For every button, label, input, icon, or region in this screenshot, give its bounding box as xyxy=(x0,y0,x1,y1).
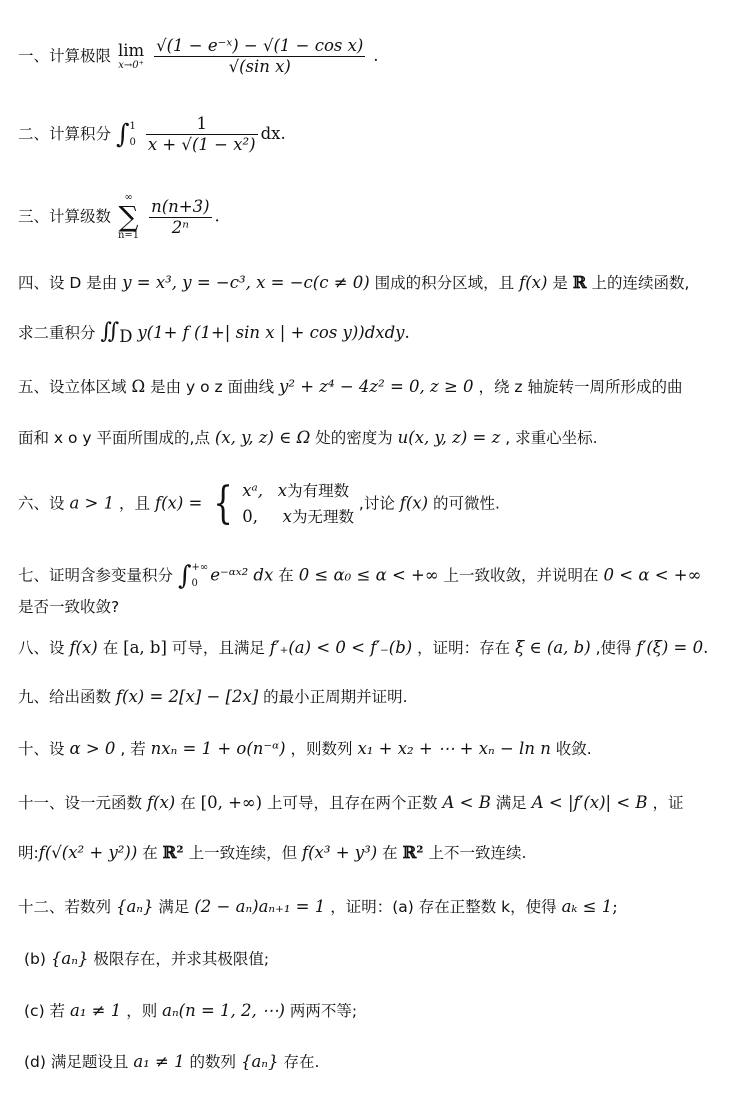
left-brace: { xyxy=(213,478,234,529)
sum-operator: ∞ ∑ n=1 xyxy=(117,192,140,241)
fraction-numerator: 1 xyxy=(146,114,258,135)
real-numbers-symbol: ℝ xyxy=(572,273,587,292)
problem-1: 一、计算极限 lim x→0⁺ $\frac{\text{√(1 − e⁻ˣ) − √(1 − cos x)}}{\text{√(sin x)}}$ . xyxy=(18,36,379,76)
integral-sign: ∫ xyxy=(115,119,130,150)
curve-equation: y² + z⁴ − 4z² = 0, z ≥ 0 xyxy=(279,377,474,396)
fraction-denominator: x + √(1 − x²) xyxy=(147,135,256,154)
problem-4-line-1: 四、设 D 是由 y = x³, y = −c³, x = −c(c ≠ 0) 围成的积分区域，且 f(x) 是 ℝ 上的连续函数, xyxy=(18,273,690,292)
problem-3-label: 三、计算级数 xyxy=(18,207,112,226)
integrand: e⁻ᵅˣ² dx xyxy=(210,565,274,585)
problem-12-part-d: (d) 满足题设且 a₁ ≠ 1 的数列 {aₙ} 存在. xyxy=(24,1052,320,1071)
problem-10: 十、设 α > 0 , 若 nxₙ = 1 + o(n⁻ᵅ) ，则数列 x₁ + x₂ + ⋯ + xₙ − ln n 收敛. xyxy=(18,739,592,758)
integrand-fraction xyxy=(146,114,258,155)
series-term xyxy=(149,197,211,238)
problem-4-line-2: 求二重积分 $∬_D$ y(1+ f (1+| sin x | + cos y))dxdy. xyxy=(18,319,410,347)
problem-5-line-2: 面和 x o y 平面所围成的,点 (x, y, z) ∈ Ω 处的密度为 u(x, y, z) = z , 求重心坐标. xyxy=(18,428,598,447)
integral-sign: ∫ xyxy=(177,561,192,591)
problem-7-line-1: 七、证明含参变量积分 ∫ +∞ 0 e⁻ᵅˣ² dx 在 0 ≤ α₀ ≤ α < +∞ 上一致收敛，并说明在 0 < α < +∞ xyxy=(18,561,702,591)
differential: dx xyxy=(260,124,281,143)
problem-1-label: 一、计算极限 xyxy=(18,47,112,65)
integral-limits: 1 0 xyxy=(129,120,136,148)
problem-5-line-1: 五、设立体区域 Ω 是由 y o z 面曲线 y² + z⁴ − 4z² = 0, z ≥ 0 ，绕 z 轴旋转一周所形成的曲 xyxy=(18,377,683,396)
problem-9: 九、给出函数 f(x) = 2[x] − [2x] 的最小正周期并证明. xyxy=(18,687,408,706)
problem-8: 八、设 f(x) 在 [a, b] 可导，且满足 f′₊(a) < 0 < f′₋(b) ，证明：存在 ξ ∈ (a, b) ,使得 f′(ξ) = 0. xyxy=(18,638,709,657)
fraction-numerator: √(1 − e⁻ˣ) − √(1 − cos x) xyxy=(156,36,364,55)
fraction-numerator: n(n+3) xyxy=(151,196,210,216)
problem-3: 三、计算级数 ∞ ∑ n=1 $\frac{n(n+3)}{\text{2ⁿ}}$ . xyxy=(18,192,220,241)
problem-7-line-2: 是否一致收敛? xyxy=(18,598,120,616)
limit-operator: lim x→0⁺ xyxy=(117,41,145,71)
double-integral-sign: ∬ xyxy=(100,319,120,344)
fraction-denominator: √(sin x) xyxy=(228,57,291,76)
problem-11-line-1: 十一、设一元函数 f(x) 在 [0, +∞) 上可导，且存在两个正数 A < B 满足 A < |f′(x)| < B ，证 xyxy=(18,793,684,812)
problem-2: 二、计算积分 ∫ 1 0 $\frac{1}{\text{x + √(1 − x²)}}$ dx. xyxy=(18,114,286,154)
problem-12-part-b: (b) {aₙ} 极限存在，并求其极限值; xyxy=(24,949,270,968)
region-curves: y = x³, y = −c³, x = −c(c ≠ 0) xyxy=(122,273,370,292)
integral-limits: +∞ 0 xyxy=(191,562,209,589)
limit-fraction xyxy=(154,36,365,77)
double-integral-expression: y(1+ f (1+| sin x | + cos y))dxdy xyxy=(137,323,405,342)
case-rational: xᵃ, x为有理数 xyxy=(242,481,350,500)
problem-12-part-c: (c) 若 a₁ ≠ 1 ，则 aₙ(n = 1, 2, ⋯) 两两不等; xyxy=(24,1001,358,1020)
problem-12-line-1: 十二、若数列 {aₙ} 满足 (2 − aₙ)aₙ₊₁ = 1 ，证明：(a) 存在正整数 k，使得 aₖ ≤ 1; xyxy=(18,897,618,916)
piecewise-function xyxy=(209,478,354,530)
problem-2-label: 二、计算积分 xyxy=(18,125,112,143)
case-irrational: 0, x为无理数 xyxy=(242,507,354,526)
fraction-denominator: 2ⁿ xyxy=(171,217,189,237)
problem-6: 六、设 a > 1 ，且 f(x) = { xᵃ, x为有理数 0, x为无理数 ,讨论 f(x) 的可微性. xyxy=(18,478,500,529)
problem-11-line-2: 明:f(√(x² + y²)) 在 ℝ² 上一致连续，但 f(x³ + y³) 在 ℝ² 上不一致连续. xyxy=(18,843,527,862)
density-function: u(x, y, z) = z xyxy=(397,428,501,447)
